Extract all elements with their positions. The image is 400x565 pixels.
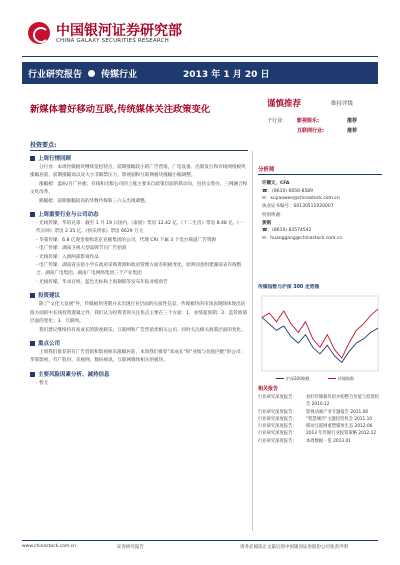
related-row[interactable]: [258, 409, 382, 416]
section-title: 上周行情回顾: [38, 156, 72, 162]
square-bullet-icon: [30, 372, 35, 377]
contact-label: 特别鸣谢：: [262, 213, 285, 218]
list-item-text: 暂无: [39, 380, 49, 386]
related-type: 行业研究深度报告：: [258, 409, 297, 415]
analyst-email[interactable]: ✉：xuyaowen@chinastock.com.cn: [262, 196, 340, 201]
related-title: 看好传媒板块的并购整合价值与投资机会 2010.12: [306, 395, 380, 408]
analyst-heading: 分析师: [258, 167, 275, 173]
section-body: [30, 220, 248, 287]
list-item: - 电广传媒：湖南卫视大型品牌节目广告招商: [36, 246, 127, 252]
investment-points-heading: 投资要点:: [30, 142, 57, 149]
list-item: - 光线传媒，华谊兄弟：截至 1 月 19 日国内,《泰囧》票房 12.42 亿,《十二生肖》票房 8.48 亿,《一代宗师》票房 2.35 亿,《快乐到家》票房 6629 万元: [36, 221, 244, 235]
series-line-1: [262, 309, 378, 358]
series-line-0: [262, 317, 378, 362]
list-item-text: 光线传媒：入围两部影视作品: [39, 254, 99, 260]
section-news: [30, 210, 248, 218]
analyst-phone: ☎：(8610) 83574542: [262, 228, 312, 233]
section-title: 投资建议: [38, 293, 61, 300]
paragraph: 上周我们推荐的有广告营销和影视娱乐涨幅居前，本周我们推荐"高成长"和"业绩与估值匹配"的公司：华策影视，有广股份，乐视网，数码视讯，互联网媒体相关的板块。: [30, 349, 245, 364]
analyst-cert: 执业证书编号：S0130511020007: [262, 203, 334, 209]
rating-row-value: 推荐: [347, 128, 358, 134]
logo-en-text: CHINA GALAXY SECURITIES RESEARCH: [56, 38, 169, 44]
square-bullet-icon: [30, 156, 35, 161]
related-heading: 相关报告: [258, 386, 279, 392]
related-title: 移动互联网重塑媒体生态 2012.06: [306, 424, 373, 430]
paragraph: 涨幅榜：蓝标/百广补涨；有线和出版公司的上涨主要来自政策层面的新动向，包括文资办、三网融合和文化改革。: [30, 181, 248, 196]
related-title: 影视动画产业专题报告 2011.06: [306, 409, 369, 415]
company-logo: [28, 20, 228, 50]
section-risks: [30, 370, 248, 378]
rating-row-value: 推荐: [347, 118, 358, 124]
list-item-text: 华策传媒：6.8 亿现金收购北京克顿集团的公司，代理 CRI 下属 3 个电台频道广告资源: [39, 237, 217, 243]
list-item-text: 电广传媒：湖南卫视大型品牌节目广告招商: [39, 246, 127, 252]
analyst-underline: [258, 174, 382, 175]
analyst-name: 许耀文，CFA: [262, 181, 290, 186]
rating-sub: 维持评级: [331, 101, 354, 107]
related-type: 行业研究深度报告：: [258, 431, 297, 437]
sector-name: 传媒行业: [101, 69, 138, 80]
section-title: 上周重要行业与公司动态: [38, 212, 99, 219]
related-type: 行业研究深度报告：: [258, 424, 297, 430]
report-type: 行业研究报告: [28, 69, 83, 80]
related-row[interactable]: [258, 430, 382, 437]
analyst-phone: ☎：(8610) 6656-8589: [262, 188, 314, 194]
related-row[interactable]: [258, 423, 382, 430]
rating-row-name: 互联网行业:: [297, 128, 325, 134]
rating-row-key: 子行业:: [267, 118, 284, 124]
section-body: [30, 380, 248, 388]
rating-label: 谨慎推荐: [267, 99, 302, 109]
related-type: 行业研究深度报告：: [258, 395, 297, 400]
logo-cn-text: 中国银河证券研究部: [56, 23, 182, 39]
list-item: - 华策传媒：6.8 亿现金收购北京克顿集团的公司，代理 CRI 下属 3 个电台频道广告资源: [36, 237, 217, 243]
square-bullet-icon: [30, 293, 35, 298]
left-column: [30, 154, 248, 388]
rating-row: [267, 116, 378, 126]
related-title: 2013 年传媒行业投资策略 2012.12: [306, 431, 377, 437]
page-footer: [22, 540, 378, 560]
footer-center: 证券研究报告: [117, 545, 144, 550]
related-row[interactable]: [258, 438, 382, 445]
paragraph: 分行业：本周传媒板块继续宽松特点，前期涨幅较小的广告营销、广电设备、出版发行和有线网络板块涨幅居前，前期涨幅高以及大小非解禁压力，影视剧和互联网板块涨幅小幅调整。: [30, 165, 246, 179]
footer-disclaimer: 请务必阅读正文最后的中国银河证券股份公司免责声明: [240, 545, 348, 550]
section-body: [30, 349, 248, 366]
analyst-contacts: [262, 180, 382, 242]
paragraph: 我们建议继续持有高成长的影视娱乐、互联网和广告营销类相关公司，同时关注相关政策层面的变化。: [39, 327, 246, 333]
report-header-bar: [22, 62, 378, 84]
chart-title: 传媒指数与沪深 300 走势图: [258, 285, 320, 290]
column-divider: [252, 151, 253, 531]
rating-row-name: 影视娱乐:: [297, 118, 319, 124]
related-row[interactable]: [258, 394, 382, 409]
section-body: [30, 301, 248, 335]
section-key-companies: [30, 339, 248, 347]
list-item-text: 光线传媒，华谊兄弟：截至 1 月 19 日国内,《泰囧》票房 12.42 亿,《十二生肖》票房 8.48 亿,《一代宗师》票房 2.35 亿,《快乐到家》票房 6629 万元: [36, 221, 244, 235]
related-row[interactable]: [258, 416, 382, 423]
section-weekly-review: [30, 154, 248, 162]
header-divider: [22, 56, 378, 57]
list-item: - 暂无: [36, 380, 49, 386]
legend-label: 沪深300指数: [286, 376, 310, 381]
section-body: [30, 164, 248, 206]
related-type: 行业研究深度报告：: [258, 416, 297, 422]
report-title: 新媒体着好移动互联,传统媒体关注政策变化: [30, 104, 211, 115]
rating-box: [267, 97, 378, 111]
chart-frame: [262, 296, 378, 371]
section-title: 重点公司: [38, 340, 61, 347]
paragraph: 跌幅榜：前期涨幅较高的华数传媒和三六五出现调整。: [39, 198, 150, 204]
square-bullet-icon: [30, 341, 35, 346]
index-chart-svg: [258, 290, 382, 385]
related-title: 本周数据一览 2013.01: [306, 438, 351, 444]
footer-divider: [22, 540, 378, 541]
sub-industry-ratings: [267, 116, 378, 136]
list-item: - 光线传媒：入围两部影视作品: [36, 254, 99, 260]
rating-row-key: [267, 126, 297, 136]
section-advice: [30, 291, 248, 299]
square-bullet-icon: [30, 212, 35, 217]
report-date: 2013 年 1 月 20 日: [183, 69, 270, 80]
bullet-dot-icon: [88, 70, 95, 77]
analyst-name: 黄钢: [262, 220, 271, 226]
list-item-text: 光线传媒、华录百纳、蓝色光标和上海钢联等发布年报业绩预告: [39, 279, 168, 285]
list-item: - 光线传媒、华录百纳、蓝色光标和上海钢联等发布年报业绩预告: [36, 279, 168, 285]
list-item-text: 电广传媒：湖南省实验小学在政府采购资源和政府管理方面有积极变化，原则同意组建湖南省有线整合，湖南广电集团、湖南广电网络集团三个产业集团: [36, 263, 242, 277]
legend-label: 传媒指数: [338, 376, 354, 381]
index-chart: [258, 290, 382, 385]
rating-row: [267, 126, 378, 136]
logo-mark-icon: [28, 22, 50, 44]
footer-url[interactable]: www.chinastock.com.cn: [22, 544, 76, 549]
related-reports: [258, 394, 382, 445]
section-title: 主要风险因素分析、减持信息: [38, 371, 110, 378]
heading-underline: [30, 150, 248, 151]
list-item: - 电广传媒：湖南省实验小学在政府采购资源和政府管理方面有积极变化，原则同意组建湖南省有线整合，湖南广电集团、湖南广电网络集团三个产业集团: [36, 263, 242, 277]
paragraph: 除了"文化大发展"外，传媒板块进期并未出现行业层面的实质性信息，传媒板块的市场表现除体现出估值方面的中长线投资逻辑之外，我们认为投资者的关注焦点主要在三个方面：1．业绩超预期；2．监管政策层面的变化；3．互联网。: [30, 302, 248, 325]
related-title: "智慧城市"主题投资机会 2011.10: [306, 416, 373, 422]
related-type: 行业研究深度报告：: [258, 438, 297, 444]
analyst-email[interactable]: ✉：huanggang@chinastock.com.cn: [262, 235, 343, 241]
